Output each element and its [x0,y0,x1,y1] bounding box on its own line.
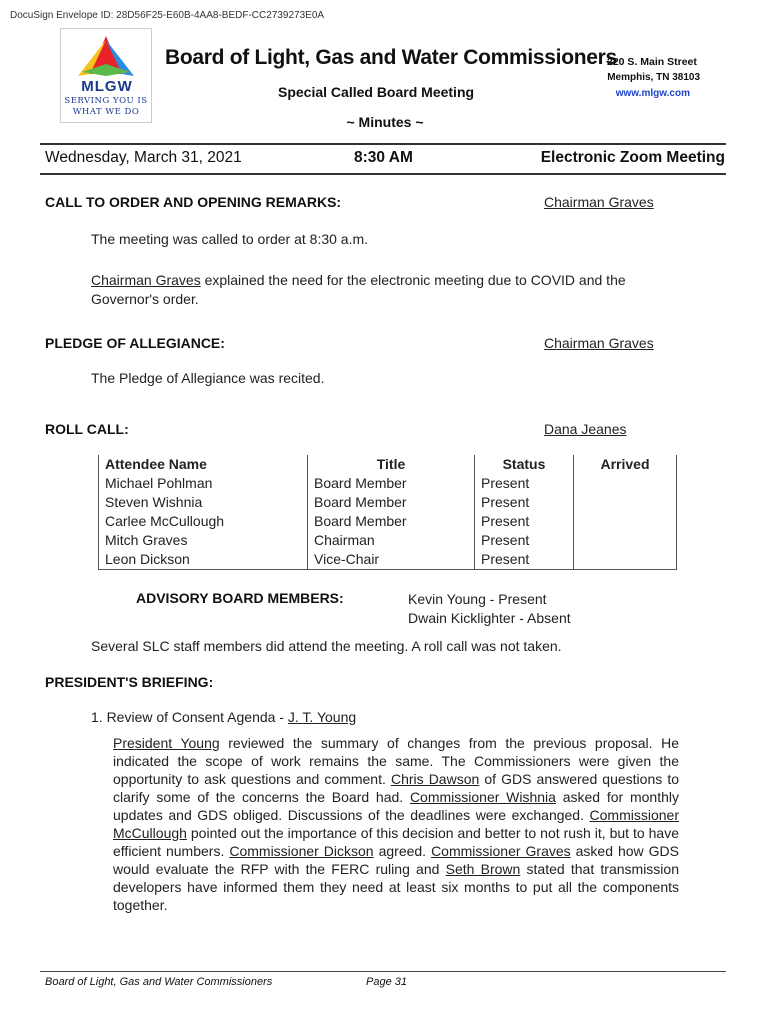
advisory-board-list [408,590,571,628]
person-name: Chris Dawson [390,771,480,787]
attendee-arrived [574,493,677,512]
attendee-arrived [574,512,677,531]
call-to-order-heading: CALL TO ORDER AND OPENING REMARKS: [45,194,342,210]
advisory-member: Dwain Kicklighter - Absent [408,610,571,626]
pledge-heading: PLEDGE OF ALLEGIANCE: [45,335,225,351]
attendee-status: Present [475,512,574,531]
briefing-text: agreed. [373,843,432,859]
agenda-item-presenter: J. T. Young [287,709,357,725]
address-city: Memphis, TN 38103 [607,72,700,83]
attendee-title: Board Member [308,512,475,531]
envelope-id: DocuSign Envelope ID: 28D56F25-E60B-4AA8-BEDF-CC2739273E0A [10,10,325,21]
person-name: Seth Brown [445,861,521,877]
table-header-row [99,455,677,474]
explanation-text: explained the need for the electronic meeting due to COVID and the Governor's order. [91,272,626,307]
footer-rule [40,971,726,972]
table-row [99,474,677,493]
attendee-status: Present [475,474,574,493]
roll-call-heading: ROLL CALL: [45,421,129,437]
attendee-name: Mitch Graves [99,531,308,550]
table-row [99,512,677,531]
table-row [99,493,677,512]
chairman-graves-name: Chairman Graves [91,272,201,288]
briefing-text: stated that transmission developers have informed them they need at least six months to put all the components together. [113,861,679,913]
attendee-status: Present [475,493,574,512]
briefing-text: pointed out the importance of this decision and better to not rush it, but to have efficient numbers. [113,825,679,859]
briefing-text: reviewed the summary of changes from the previous proposal. He indicated the scope of work remains the same. The Commissioners were given the opportunity to ask questions and comment. [113,735,679,787]
person-name: Commissioner McCullough [113,807,679,841]
meeting-subtitle: Special Called Board Meeting [278,84,475,100]
attendee-title: Vice-Chair [308,550,475,570]
roll-call-note: Several SLC staff members did attend the meeting. A roll call was not taken. [91,638,562,654]
attendee-name: Leon Dickson [99,550,308,570]
meeting-time: 8:30 AM [354,149,413,166]
president-briefing-heading: PRESIDENT'S BRIEFING: [45,674,214,690]
attendee-arrived [574,474,677,493]
attendee-title: Board Member [308,474,475,493]
agenda-item-label: 1. Review of Consent Agenda - [91,709,288,725]
date-rule [40,173,726,175]
person-name: President Young [113,735,220,751]
attendee-name: Steven Wishnia [99,493,308,512]
roll-call-presenter: Dana Jeanes [544,421,627,437]
person-name: Commissioner Wishnia [409,789,556,805]
attendee-status: Present [475,531,574,550]
column-header: Arrived [574,455,677,474]
pledge-text: The Pledge of Allegiance was recited. [91,370,325,386]
meeting-location: Electronic Zoom Meeting [540,149,725,166]
call-to-order-text: The meeting was called to order at 8:30 a.m. [91,231,369,247]
website-link[interactable]: www.mlgw.com [615,88,690,99]
roll-call-table [98,455,677,570]
briefing-text: of GDS answered questions to clarify some of the concerns the Board had. [113,771,679,805]
meeting-date: Wednesday, March 31, 2021 [45,149,242,166]
call-to-order-presenter: Chairman Graves [544,194,654,210]
person-name: Commissioner Graves [431,843,571,859]
person-name: Commissioner Dickson [229,843,374,859]
address-street: 220 S. Main Street [607,56,697,68]
advisory-member: Kevin Young - Present [408,591,547,607]
footer-page-number: Page 31 [366,976,407,988]
briefing-text: asked for monthly updates and GDS obliged. Discussions of the deadlines were exchanged. [113,789,679,823]
attendee-title: Board Member [308,493,475,512]
logo-tagline: SERVING YOU IS WHAT WE DO [64,96,148,117]
attendee-name: Carlee McCullough [99,512,308,531]
column-header: Status [475,455,574,474]
table-row [99,531,677,550]
attendee-arrived [574,550,677,570]
board-title: Board of Light, Gas and Water Commissioners [165,46,617,69]
top-rule [40,143,726,145]
column-header: Attendee Name [99,455,308,474]
agenda-item-title [91,709,356,725]
attendee-title: Chairman [308,531,475,550]
footer-org: Board of Light, Gas and Water Commissioners [45,976,273,988]
call-to-order-explanation [91,271,681,309]
attendee-status: Present [475,550,574,570]
advisory-board-label: ADVISORY BOARD MEMBERS: [136,590,344,606]
agenda-item-body [113,734,679,914]
column-header: Title [308,455,475,474]
briefing-text: asked how GDS would evaluate the RFP with the FERC ruling and [113,843,679,877]
pledge-presenter: Chairman Graves [544,335,654,351]
attendee-arrived [574,531,677,550]
table-row [99,550,677,570]
logo-text: MLGW [81,78,133,95]
minutes-heading: ~ Minutes ~ [346,114,424,130]
attendee-name: Michael Pohlman [99,474,308,493]
